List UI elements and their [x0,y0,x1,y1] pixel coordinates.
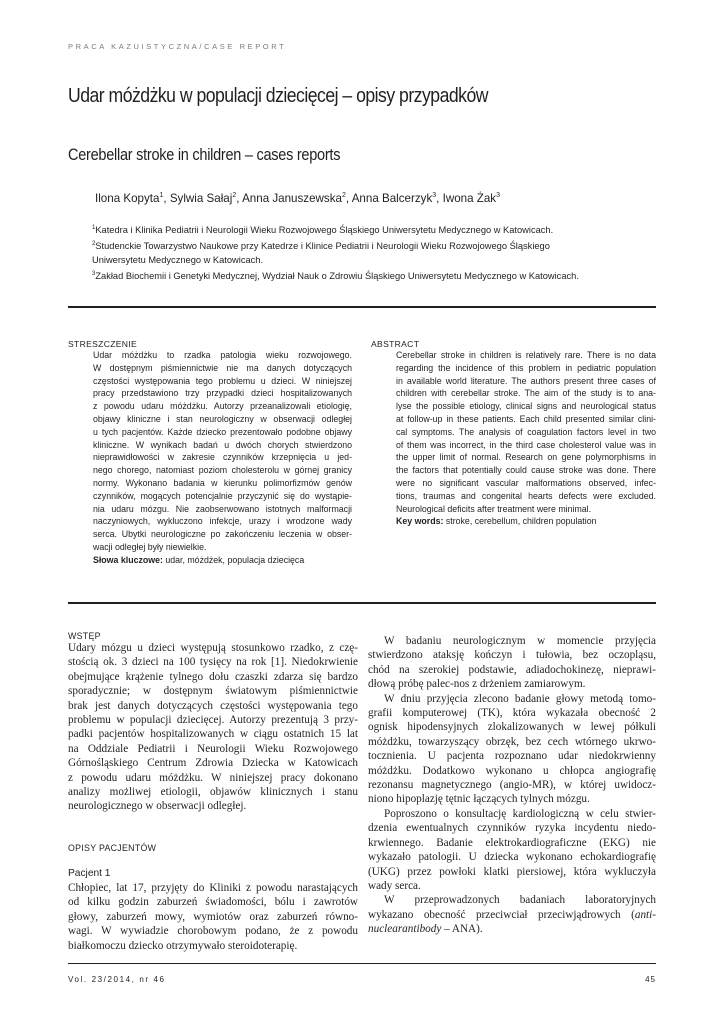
author-list [95,192,500,205]
text-line: kliniczne. W wynikach badań u dwóch chorych stwierdzono [93,439,352,450]
text-line: nego chorego, natomiast poziom cholesterolu w górnej granicy [93,465,352,476]
streszczenie-keywords [93,554,352,567]
text-line: the factors that potentially could cause stroke was done. There [396,465,656,476]
text-line: rezonansu magnetycznego (angio-MR), w której uwidocz- [368,779,656,792]
abstract-heading: ABSTRACT [371,339,420,349]
title-polish: Udar móżdżku w populacji dziecięcej – opisy przypadków [68,84,488,107]
title-english: Cerebellar stroke in children – cases reports [68,146,341,164]
author-name: Ilona Kopyta [95,192,160,205]
keywords-label: Key words: [396,516,444,527]
abstract-body [396,349,656,528]
text-line: problemu w populacji dziecięcej. Autorzy prezentują 3 przy- [68,714,358,727]
patient-1-body [68,881,358,953]
text-line: neurologicznego w obserwacji odległej. [68,800,247,813]
author-name: Sylwia Sałaj [169,192,233,205]
text-line: stwierdzono ataksję kończyn i tułowia, bez oczopląsu, [368,649,656,662]
affiliation-text: Katedra i Klinika Pediatrii i Neurologii Wieku Rozwojowego Śląskiego Uniwersytetu Medycznego w Katowicach. [95,225,554,236]
text-line: W badaniu neurologicznym w momencie przyjęcia [384,635,656,647]
text-line [368,922,656,936]
text-line: ognisk hipodensyjnych zlokalizowanych w lewej półkuli [368,721,656,734]
keywords-label: Słowa kluczowe: [93,554,163,565]
text-line: padki pacjentów hospitalizowanych w ciągu ostatnich 15 lat [68,728,358,741]
keywords-text: udar, móżdżek, populacja dziecięca [162,554,305,565]
text-line: wacji odległej były niewielkie. [93,541,207,552]
text-line: children with cerebellar stroke. The aim of the study is to ana- [396,388,656,399]
text-line: krwiennego. Badanie elektrokardiograficzne (EKG) nie [368,836,656,849]
text-line: z powodu udaru móżdżku. Autorzy przeanalizowali etiologię, [93,401,352,412]
affiliation-line [92,253,662,267]
author-sep: , [163,192,170,205]
text-line: the upper limit of normal. Research on gene polymorphisms in [396,452,656,463]
opisy-heading: OPISY PACJENTÓW [68,843,157,853]
text-line: od kilku godzin zaburzeń świadomości, bólu i zawrotów [68,896,358,909]
streszczenie-heading: STRESZCZENIE [68,339,138,349]
text-line: częstości występowania tego problemu u dzieci. W niniejszej [93,375,352,386]
text-line: chód na szerokiej podstawie, adiadochokinezę, nieprawi- [368,663,656,676]
text-line: in available world literature. The authors present three cases of [396,375,656,386]
text-line: nieprawidłowości w zakresie czynników krzepnięcia u jed- [93,452,352,463]
text-run: – ANA). [441,923,483,936]
text-line: analizy możliwej etiologii, objawów klinicznych i stanu [68,786,358,799]
text-line: u tych pacjentów. Każde dziecko prezentowało podobne objawy [93,426,352,437]
author-sep: , [236,192,243,205]
text-run: wykazano obecność przeciwciał przeciwjądrowych ( [368,908,635,921]
text-line: sporadycznie; w dostępnym światowym piśmiennictwie [68,685,358,698]
text-line: na Oddziale Pediatrii i Neurologii Wieku Rozwojowego [68,742,358,755]
author-sep: , [345,192,352,205]
affiliation-line [92,221,662,237]
text-line: tions, traumas and congenital hearts defects were excluded. [396,490,656,501]
author-name: Anna Balcerzyk [351,192,433,205]
text-line: stością ok. 3 dzieci na 100 tysięcy na rok [1]. Niedokrwienie [68,656,358,669]
text-line: z powodu udaru móżdżku. W niniejszej pracy dokonano [68,771,358,784]
wstep-heading: WSTĘP [68,631,101,641]
text-line: Poproszono o konsultację kardiologiczną w celu stwier- [384,807,656,820]
top-rule [68,306,656,308]
affiliation-text: Zakład Biochemii i Genetyki Medycznej, Wydział Nauk o Zdrowiu Śląskiego Uniwersytetu Medycznego w Katowicach. [95,271,579,282]
text-line: Neurological deficits after treatment were minimal. [396,503,592,514]
text-line [368,908,656,922]
wstep-body [68,641,358,814]
footer-volume: Vol. 23/2014, nr 46 [68,975,166,984]
text-line: głowy, zaburzeń mowy, wymiotów oraz zaburzeń równo- [68,910,358,923]
text-line: W dniu przyjęcia zlecono badanie głowy metodą tomo- [384,692,656,705]
keywords-text: stroke, cerebellum, children population [443,516,597,527]
text-line: Chłopiec, lat 17, przyjęty do Kliniki z powodu narastających [68,882,358,894]
text-line: regarding the incidence of this problem in pediatric population [396,362,656,373]
text-line: objawy kliniczne i stan neurologiczny w obserwacji odległej [93,413,352,424]
text-line: móżdżku, towarzyszący obrzęk, bez cech wtórnego ukrwo- [368,735,656,748]
affiliation-text: Uniwersytetu Medycznego w Katowicach. [92,255,264,266]
author-name: Iwona Żak [442,192,497,205]
abstract-keywords [396,515,656,528]
text-line: brak jest danych dotyczących częstości występowania tego [68,699,358,712]
text-line: wykazało patologii. U dziecka wykonano echokardiografię [368,851,656,864]
text-line: serca. Ubytki neurologiczne po zakończeniu leczenia w obser- [93,529,352,540]
text-line: czynników, mogących potencjalnie przyczynić się do wystąpie- [93,490,352,501]
text-line: białkomoczu dziecko otrzymywało steroidoterapię. [68,939,298,952]
text-line: obejmujące krążenie tylnego dołu czaszki zdarza się bardzo [68,670,358,683]
text-line: dzenia ewentualnych czynników ryzyka incydentu niedo- [368,822,656,835]
text-line: naczyniowych, wykluczono infekcje, urazy i wrodzone wady [93,516,352,527]
text-line: pracy przedstawiono trzy przypadki dzieci hospitalizowanych [93,388,352,399]
text-line: tocznienia. U pacjenta rozpoznano udar niedokrwienny [368,750,656,763]
text-line: dłową próbę palec-nos z drżeniem zamiarowym. [368,678,586,691]
author-sup: 2 [341,192,346,200]
author-name: Anna Januszewska [242,192,342,205]
text-line: wady serca. [368,879,421,892]
text-italic: nuclearantibody [368,923,442,936]
affiliation-line [92,237,662,253]
author-sup: 2 [232,192,237,200]
text-line: W przeprowadzonych badaniach laboratoryjnych [384,894,656,907]
middle-rule [68,602,656,604]
text-italic: anti- [634,908,656,921]
text-line: were no significant vascular malformations observed, infec- [396,477,656,488]
page-number: 45 [645,975,656,984]
text-line: niono hipoplazję tętnic łączących tylnych mózgu. [368,793,590,806]
affiliation-text: Studenckie Towarzystwo Naukowe przy Katedrze i Klinice Pediatrii i Neurologii Wieku Rozwojowego Śląskiego [95,241,550,252]
text-line: lyse the possible etiology, clinical signs and neurological status [396,401,656,412]
author-sep: , [436,192,443,205]
footer-rule [68,963,656,964]
text-line: Udary mózgu u dzieci występują stosunkowo rzadko, z czę- [68,642,358,654]
text-line: W dostępnym piśmiennictwie nie ma danych dotyczących [93,362,352,373]
author-sup: 3 [496,192,501,200]
text-line: nia udaru mózgu. Nie zaobserwowano istotnych malformacji [93,503,352,514]
text-line: grafii komputerowej (TK), która wykazała obecność 2 [368,707,656,720]
text-line: Udar móżdżku to rzadka patologia wieku rozwojowego. [93,350,352,360]
affiliation-sup: 3 [92,271,96,278]
text-line: at follow-up in these patients. Each child presented similar clini- [396,413,656,424]
text-line: wagi. W wywiadzie chorobowym podano, że z powodu [68,925,358,938]
text-line: Cerebellar stroke in children is relatively rare. There is no data [396,350,656,360]
text-line: cal symptoms. The analysis of coagulation factors level in two [396,426,656,437]
right-column-body [368,634,656,937]
author-sup: 3 [432,192,437,200]
text-line: Górnośląskiego Centrum Zdrowia Dziecka w Katowicach [68,757,358,770]
text-line: normy. Wykonano badania w kierunku polimorfizmów genów [93,477,352,488]
streszczenie-body [93,349,352,567]
text-line: móżdżku. Dodatkowo wykonano u chłopca angiografię [368,764,656,777]
affiliation-sup: 2 [92,241,96,248]
affiliations [92,221,662,283]
patient-1-subheading: Pacjent 1 [68,868,111,879]
affiliation-line [92,267,662,283]
text-line: (UKG) przez powłoki klatki piersiowej, która wykluczyła [368,865,656,878]
author-sup: 1 [159,192,164,200]
text-line: of them was incorrect, in the third case cholesterol value was in [396,439,656,450]
affiliation-sup: 1 [92,225,96,231]
running-header: PRACA KAZUISTYCZNA/CASE REPORT [68,42,287,51]
